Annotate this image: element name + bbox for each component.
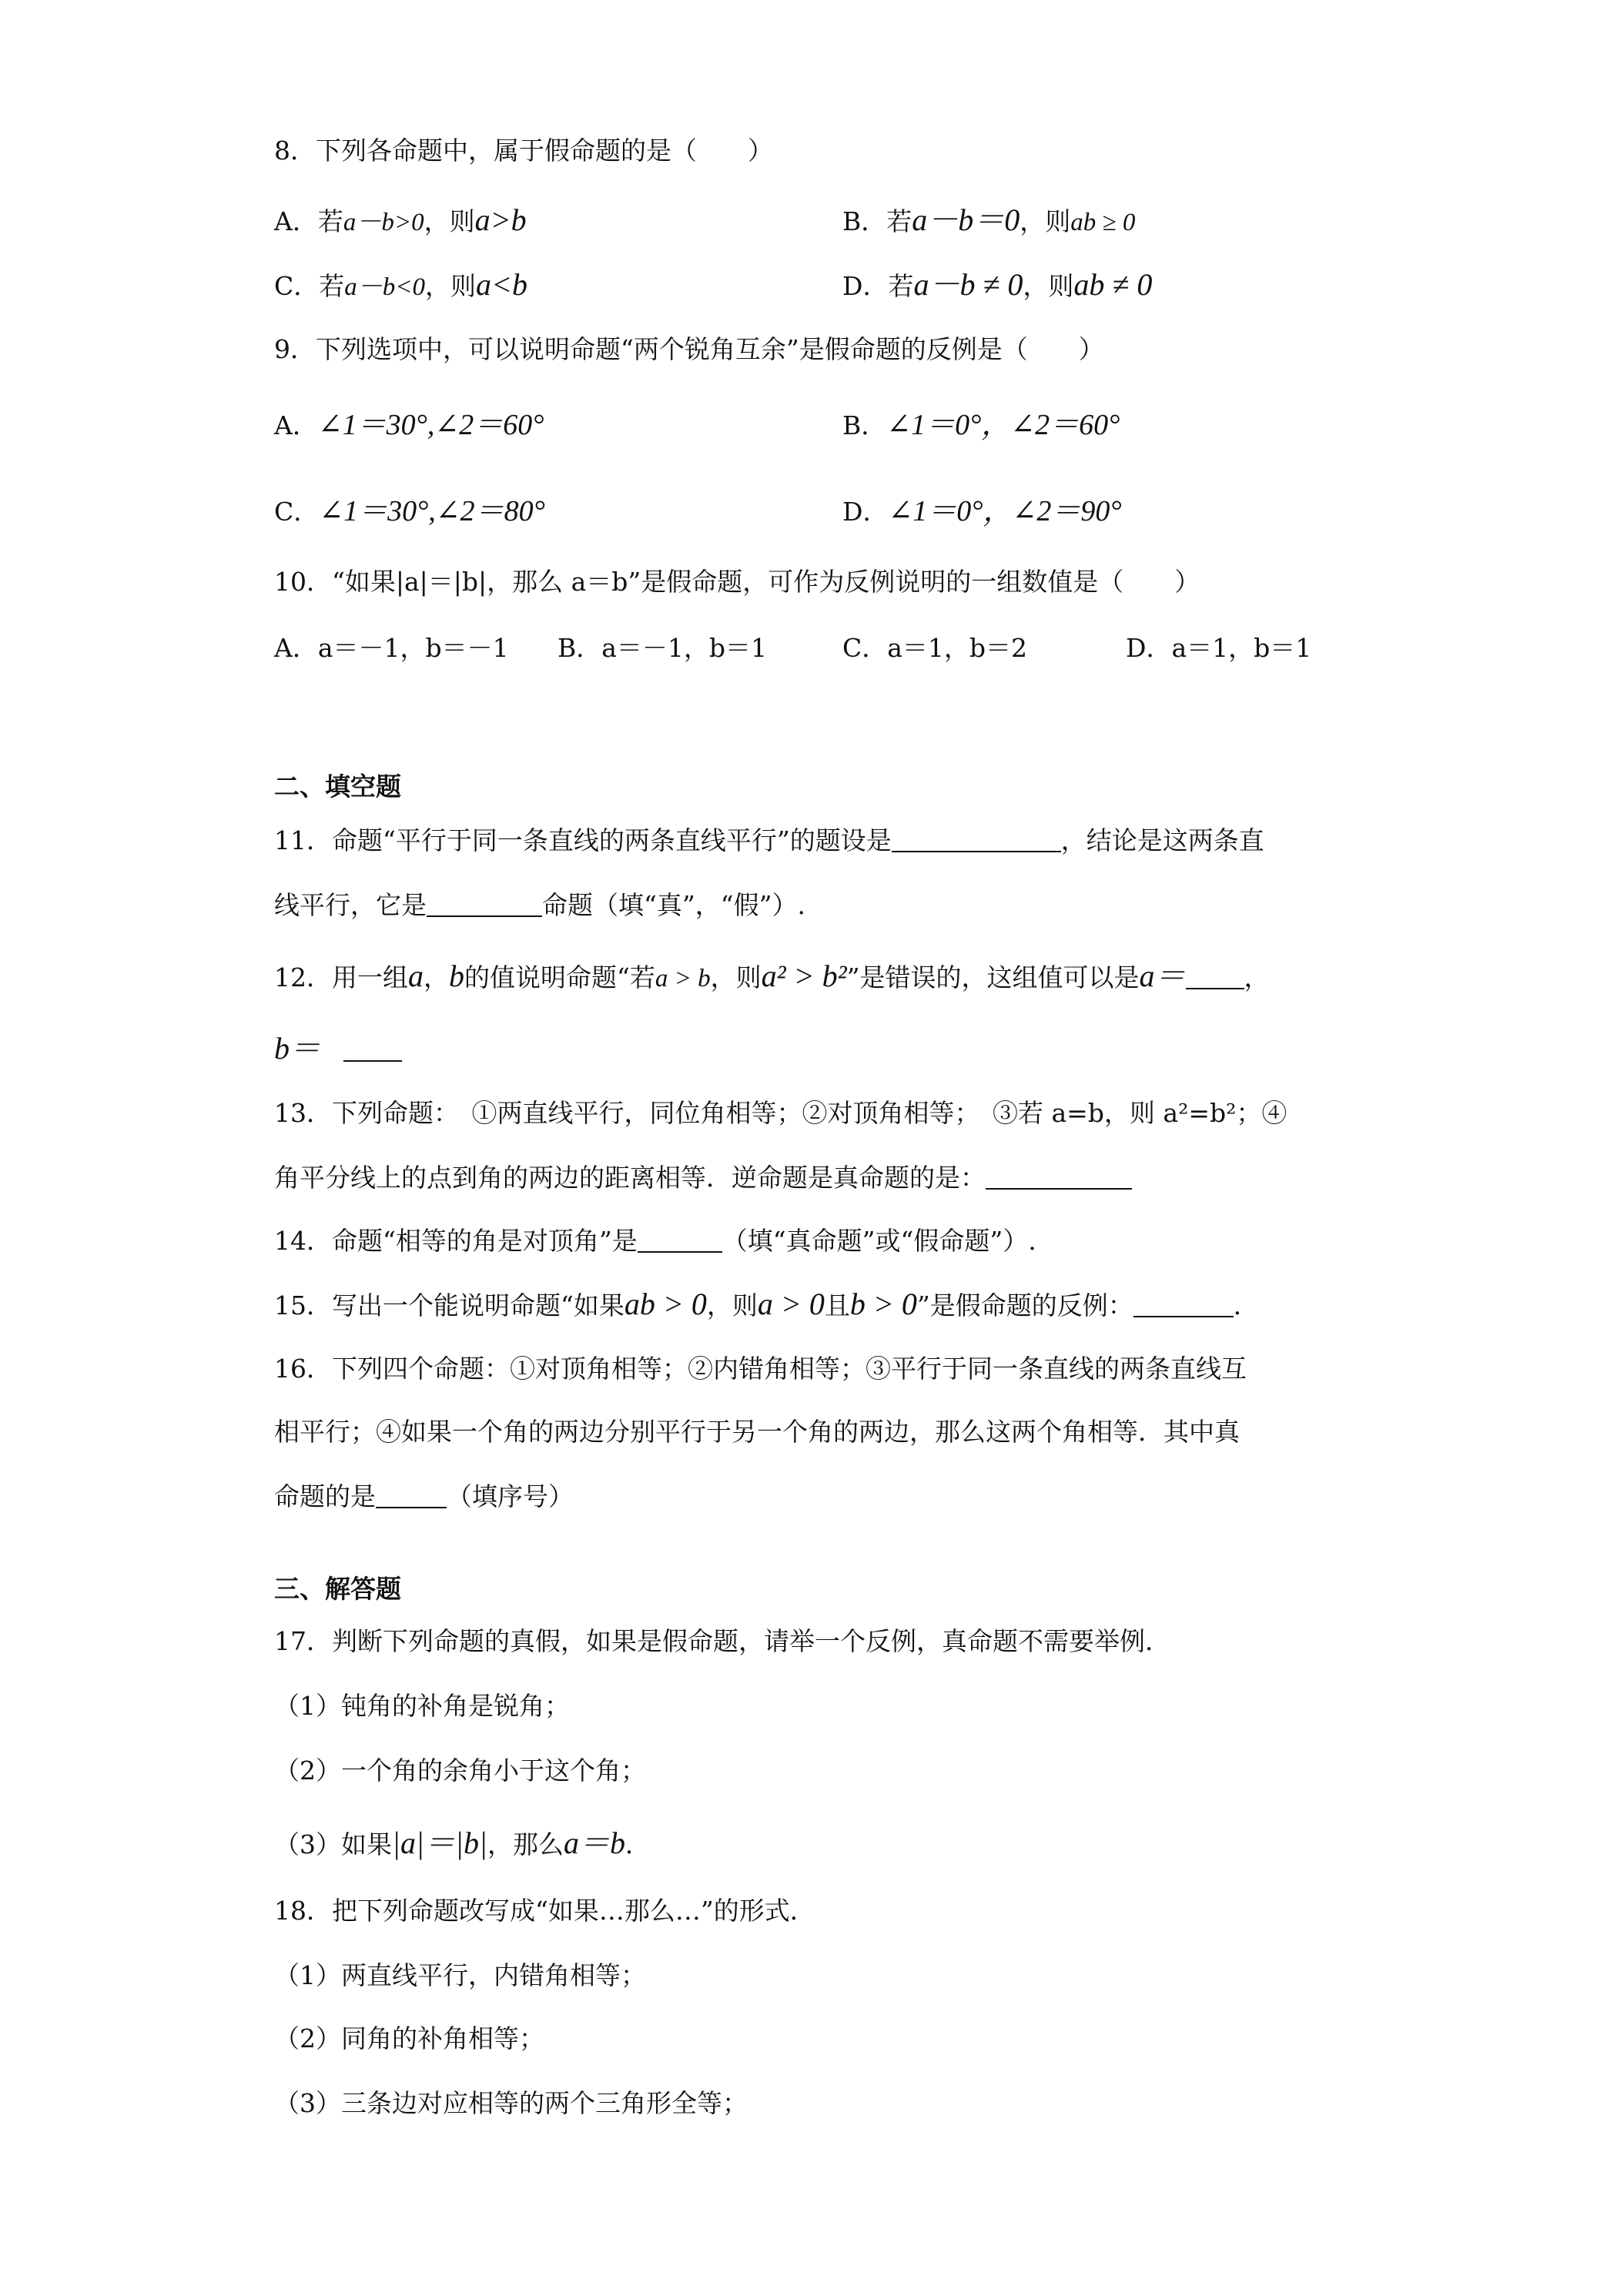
q8-stem: 8．下列各命题中，属于假命题的是（ ） bbox=[274, 136, 773, 166]
q14-text-b: （填“真命题”或“假命题”）. bbox=[722, 1226, 1036, 1256]
q9-a-label: A． bbox=[274, 410, 318, 440]
q17-item-3 bbox=[274, 1825, 651, 1862]
q17-3-text-b: ，那么 bbox=[487, 1829, 564, 1859]
q8-option-a bbox=[274, 202, 527, 239]
q15-math-a: a > 0 bbox=[757, 1287, 825, 1321]
q10-option-b: B．a＝－1，b＝1 bbox=[558, 633, 768, 663]
q12-line2 bbox=[274, 1030, 402, 1067]
q12-b-equals: b＝ bbox=[274, 1031, 320, 1066]
q11-blank-premise[interactable] bbox=[892, 828, 1061, 852]
q12-line1 bbox=[274, 958, 1270, 995]
q12-blank-a[interactable] bbox=[1186, 965, 1244, 989]
q12-text-e: ， bbox=[1244, 962, 1270, 992]
q14-blank[interactable] bbox=[638, 1228, 722, 1253]
q17-3-text-c: ． bbox=[624, 1829, 651, 1859]
q8-d-sep: ，则 bbox=[1023, 271, 1074, 301]
q9-b-expr: ∠1＝0°，∠2＝60° bbox=[886, 409, 1120, 441]
q9-stem: 9．下列选项中，可以说明命题“两个锐角互余”是假命题的反例是（ ） bbox=[274, 334, 1104, 364]
q10-option-a: A．a＝－1，b＝－1 bbox=[274, 633, 509, 663]
q16-line3 bbox=[274, 1481, 574, 1512]
q8-c-conclusion: a<b bbox=[476, 267, 528, 302]
q13-line2 bbox=[274, 1163, 1132, 1193]
q8-a-label: A．若 bbox=[274, 206, 343, 236]
q8-b-conclusion: ab ≥ 0 bbox=[1070, 209, 1136, 236]
q9-c-expr: ∠1＝30°,∠2＝80° bbox=[319, 495, 545, 527]
q15-blank[interactable] bbox=[1133, 1293, 1234, 1317]
q14-line bbox=[274, 1226, 1036, 1257]
q18-item-3: （3）三条边对应相等的两个三角形全等； bbox=[274, 2088, 748, 2118]
q12-var-a: a bbox=[408, 959, 424, 993]
q12-var-b: b bbox=[449, 959, 464, 993]
q13-blank[interactable] bbox=[986, 1165, 1132, 1190]
q15-line bbox=[274, 1286, 1259, 1323]
q10-option-d: D．a＝1，b＝1 bbox=[1126, 633, 1312, 663]
q12-text-c: ，则 bbox=[710, 962, 762, 992]
q12-text-a: 12．用一组 bbox=[274, 962, 408, 992]
q18-item-2: （2）同角的补角相等； bbox=[274, 2023, 544, 2053]
q8-option-c bbox=[274, 266, 527, 303]
section-answer-title: 三、解答题 bbox=[274, 1574, 401, 1604]
q9-d-label: D． bbox=[842, 497, 889, 527]
q17-3-math: |a|＝|b| bbox=[392, 1826, 487, 1860]
q9-b-label: B． bbox=[842, 410, 887, 440]
q8-c-sep: ，则 bbox=[425, 271, 477, 301]
q12-a-equals: a＝ bbox=[1139, 959, 1186, 993]
q8-a-conclusion: a>b bbox=[474, 202, 527, 237]
q12-text-d: ”是错误的，这组值可以是 bbox=[846, 962, 1140, 992]
q13-text: 角平分线上的点到角的两边的距离相等．逆命题是真命题的是： bbox=[274, 1163, 986, 1193]
q12-conclusion: a² > b² bbox=[761, 959, 847, 993]
q10-stem: 10．“如果|a|＝|b|，那么 a＝b”是假命题，可作为反例说明的一组数值是（ ） bbox=[274, 567, 1200, 597]
q16-text-b: （填序号） bbox=[447, 1481, 574, 1511]
q15-text-e: ． bbox=[1233, 1290, 1259, 1320]
q15-text-b: ，则 bbox=[706, 1290, 758, 1320]
q18-stem: 18．把下列命题改写成“如果…那么…”的形式． bbox=[274, 1896, 815, 1926]
q17-stem: 17．判断下列命题的真假，如果是假命题，请举一个反例，真命题不需要举例． bbox=[274, 1626, 1170, 1656]
q9-c-label: C． bbox=[274, 497, 320, 527]
q16-blank[interactable] bbox=[376, 1484, 447, 1508]
q15-math-ab: ab > 0 bbox=[624, 1287, 707, 1321]
q16-line2: 相平行；④如果一个角的两边分别平行于另一个角的两边，那么这两个角相等．其中真 bbox=[274, 1417, 1240, 1447]
q9-option-a bbox=[274, 408, 544, 443]
q15-math-b: b > 0 bbox=[849, 1287, 917, 1321]
q12-condition: a > b bbox=[655, 965, 711, 992]
q15-text-a: 15．写出一个能说明命题“如果 bbox=[274, 1290, 624, 1320]
q11-text-c: 线平行，它是 bbox=[274, 890, 427, 920]
q16-line1: 16．下列四个命题：①对顶角相等；②内错角相等；③平行于同一条直线的两条直线互 bbox=[274, 1354, 1247, 1384]
q8-d-expr: a－b ≠ 0 bbox=[913, 267, 1023, 302]
q11-text-a: 11．命题“平行于同一条直线的两条直线平行”的题设是 bbox=[274, 825, 892, 855]
q11-line1 bbox=[274, 825, 1264, 856]
q12-text-b: 的值说明命题“若 bbox=[464, 962, 655, 992]
q12-blank-b[interactable] bbox=[343, 1037, 402, 1062]
q9-a-expr: ∠1＝30°,∠2＝60° bbox=[317, 409, 544, 441]
q8-a-expr: a－b>0 bbox=[343, 209, 424, 236]
q8-d-conclusion: ab ≠ 0 bbox=[1073, 267, 1153, 302]
q15-text-c: 且 bbox=[824, 1290, 850, 1320]
q8-d-label: D．若 bbox=[842, 271, 914, 301]
q17-item-1: （1）钝角的补角是锐角； bbox=[274, 1691, 570, 1721]
q12-sep: ， bbox=[424, 962, 449, 992]
q13-line1: 13．下列命题： ①两直线平行，同位角相等；②对顶角相等； ③若 a=b，则 a²=b²；④ bbox=[274, 1098, 1287, 1128]
q8-option-b bbox=[842, 202, 1135, 239]
q11-blank-truth[interactable] bbox=[427, 892, 542, 917]
q8-c-expr: a－b<0 bbox=[344, 273, 426, 301]
q14-text-a: 14．命题“相等的角是对顶角”是 bbox=[274, 1226, 638, 1256]
q8-b-label: B．若 bbox=[842, 206, 912, 236]
q9-option-b bbox=[842, 408, 1120, 443]
q9-option-c bbox=[274, 494, 545, 530]
q16-text-a: 命题的是 bbox=[274, 1481, 376, 1511]
q17-3-math2: a＝b bbox=[563, 1826, 625, 1860]
q18-item-1: （1）两直线平行，内错角相等； bbox=[274, 1960, 646, 1990]
q17-item-2: （2）一个角的余角小于这个角； bbox=[274, 1755, 646, 1786]
q11-line2 bbox=[274, 890, 805, 921]
q17-3-text-a: （3）如果 bbox=[274, 1829, 392, 1859]
q8-option-d bbox=[842, 266, 1152, 303]
q11-text-b: ，结论是这两条直 bbox=[1060, 825, 1264, 855]
q10-option-c: C．a＝1，b＝2 bbox=[842, 633, 1028, 663]
q15-text-d: ”是假命题的反例： bbox=[916, 1290, 1133, 1320]
q8-b-sep: ，则 bbox=[1020, 206, 1071, 236]
q11-text-d: 命题（填“真”，“假”）. bbox=[542, 890, 805, 920]
q9-option-d bbox=[842, 494, 1122, 530]
q8-b-expr: a－b＝0 bbox=[912, 202, 1020, 237]
section-fill-in-title: 二、填空题 bbox=[274, 771, 401, 802]
q9-d-expr: ∠1＝0°，∠2＝90° bbox=[888, 495, 1122, 527]
q8-a-sep: ，则 bbox=[424, 206, 475, 236]
q8-c-label: C．若 bbox=[274, 271, 345, 301]
